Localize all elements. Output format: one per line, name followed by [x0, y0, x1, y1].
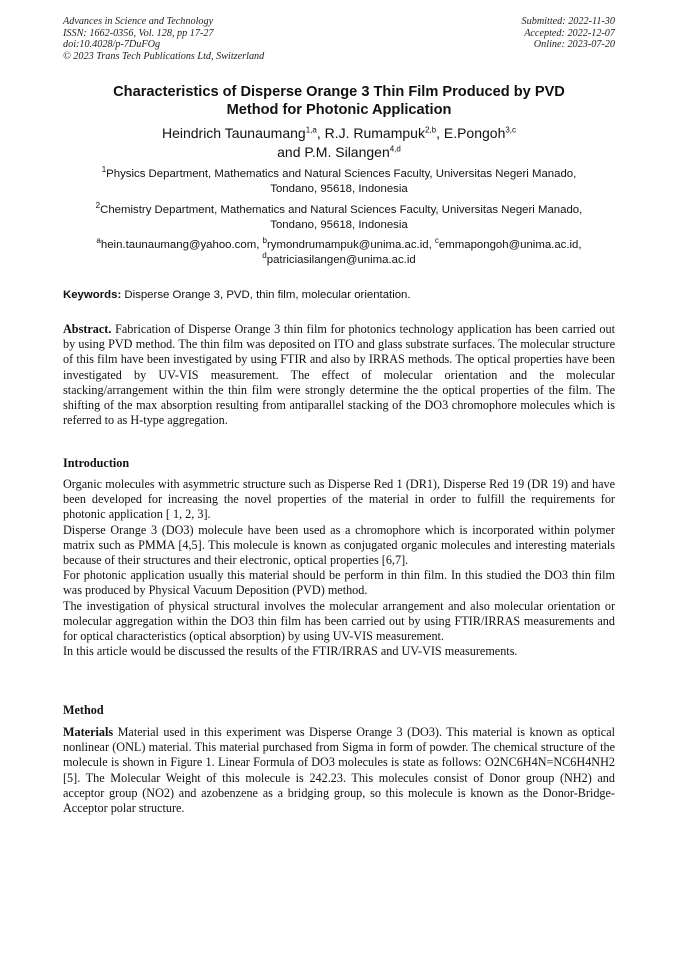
author-list: [100, 124, 578, 161]
introduction-paragraph: In this article would be discussed the results of the FTIR/IRRAS and UV-VIS measurements.: [63, 644, 518, 659]
affiliation-line: Tondano, 95618, Indonesia: [270, 219, 408, 231]
authors-line-1: [100, 124, 578, 143]
abstract-label: Abstract.: [63, 322, 112, 336]
doi: doi:10.4028/p-7DuFOg: [63, 39, 161, 51]
abstract-text: Fabrication of Disperse Orange 3 thin film for photonics technology application has been carried out by using PVD method. The thin film was deposited on ITO and glass substrate surfaces. The molecular structure of this film have been investigated by using FTIR and also by IRRAS methods. The optical properties have been investigated by UV-VIS measurement. The effect of molecular orientation and the molecular stacking/arrangement within the thin film were strongly determine the the optical properties of the film. The shifting of the max absorption resulting from antiparallel stacking of the DO3 chromophore molecules which is referred to as H-type aggregation.: [63, 322, 615, 428]
materials-text: Material used in this experiment was Disperse Orange 3 (DO3). This material is known as optical nonlinear (ONL) material. This material purchased from Sigma in form of powder. The chemical structure of the molecule is shown in Figure 1. Linear Formula of DO3 molecules is state as follows: O2NC6H4N=NC6H4NH2 [5]. The Molecular Weight of this molecule is 242.23. This molecules consist of Donor group (NH2) and acceptor group (NO2) and azobenzene as a bridging group, so this molecule is known as the Donor-Bridge-Acceptor polar structure.: [63, 725, 615, 816]
issn: ISSN: 1662-0356, Vol. 128, pp 17-27: [63, 27, 214, 39]
email-link[interactable]: patriciasilangen@unima.ac.id: [266, 254, 416, 266]
method-heading: Method: [63, 703, 104, 717]
introduction-paragraph: The investigation of physical structural involves the molecular arrangement and also molecular orientation or molecular aggregation within the DO3 thin film has been carried out by using FTIR/IRRAS measurements and for optical characteristics (optical absorption) by using UV-VIS measurement.: [63, 598, 615, 644]
materials-label: Materials: [63, 725, 114, 739]
introduction-heading: Introduction: [63, 456, 130, 470]
keywords-label: Keywords:: [63, 289, 122, 301]
title-line-1: Characteristics of Disperse Orange 3 Thin Film Produced by PVD: [113, 84, 565, 100]
email-link[interactable]: hein.taunaumang@yahoo.com,: [100, 239, 263, 251]
author-conjunction: and: [277, 143, 305, 160]
introduction-body: [63, 477, 615, 659]
affiliation-sup: 1: [101, 165, 107, 175]
header-right: [522, 16, 615, 51]
copyright: © 2023 Trans Tech Publications Ltd, Switzerland: [63, 50, 265, 62]
method-body: [63, 725, 615, 816]
author-name: R.J. Rumampuk: [324, 125, 425, 141]
author-name: E.Pongoh: [443, 125, 506, 141]
email-sup: a: [96, 236, 101, 246]
abstract-paragraph: [63, 322, 615, 428]
keywords-text: Disperse Orange 3, PVD, thin film, molecular orientation.: [121, 289, 411, 301]
abstract: [63, 322, 615, 428]
submitted-date: Submitted: 2022-11-30: [521, 16, 615, 27]
affiliation-sup: 2: [95, 201, 101, 211]
emails-line-1: [63, 238, 615, 253]
author-name: P.M. Silangen: [304, 143, 390, 160]
online-date: Online: 2023-07-20: [533, 39, 615, 51]
method-paragraph: [63, 725, 615, 816]
accepted-date: Accepted: 2022-12-07: [524, 27, 615, 39]
author-name: Heindrich Taunaumang: [161, 125, 306, 141]
affiliation-text: Physics Department, Mathematics and Natural Sciences Faculty, Universitas Negeri Manado,: [106, 168, 577, 180]
introduction-paragraph: For photonic application usually this material should be perform in thin film. In this studied the DO3 thin film was produced by Physical Vacuum Deposition (PVD) method.: [63, 568, 615, 598]
author-emails: [63, 238, 615, 268]
journal-name: Advances in Science and Technology: [63, 16, 214, 27]
keywords: [63, 288, 615, 303]
author-sup: 1,a: [305, 125, 317, 135]
email-link[interactable]: rymondrumampuk@unima.ac.id,: [266, 239, 435, 251]
emails-line-2: [63, 253, 615, 268]
affiliation-line: Tondano, 95618, Indonesia: [270, 183, 408, 195]
title-line-2: Method for Photonic Application: [226, 102, 452, 118]
email-sup: b: [262, 236, 267, 246]
email-link[interactable]: emmapongoh@unima.ac.id,: [438, 239, 582, 251]
paper-title: [63, 83, 615, 119]
affiliation-line: [63, 203, 615, 218]
author-sup: 3,c: [505, 125, 517, 135]
affiliation-2: [63, 203, 615, 233]
author-separator: ,: [316, 125, 325, 141]
author-sup: 4,d: [389, 143, 401, 153]
introduction-paragraph: Organic molecules with asymmetric structure such as Disperse Red 1 (DR1), Disperse Red 19 (DR 19) and have been developed for increasing the novel properties of the material in order to fulfill the requirements for photonic application [ 1, 2, 3].: [63, 477, 615, 522]
header-left: [63, 16, 264, 62]
affiliation-1: [63, 167, 615, 197]
email-sup: c: [434, 236, 439, 246]
affiliation-text: Chemistry Department, Mathematics and Natural Sciences Faculty, Universitas Negeri Manado,: [100, 204, 583, 216]
email-sup: d: [262, 251, 267, 261]
authors-line-2: [100, 143, 578, 162]
introduction-paragraph: Disperse Orange 3 (DO3) molecule have been used as a chromophore which is incorporated within polymer matrix such as PMMA [4,5]. This molecule is known as conjugated organic molecules and interesting materials because of their structures and their electronic, optical properties [6,7].: [63, 522, 615, 568]
affiliation-line: [63, 167, 615, 182]
author-sup: 2,b: [424, 125, 437, 135]
author-separator: ,: [436, 125, 444, 141]
